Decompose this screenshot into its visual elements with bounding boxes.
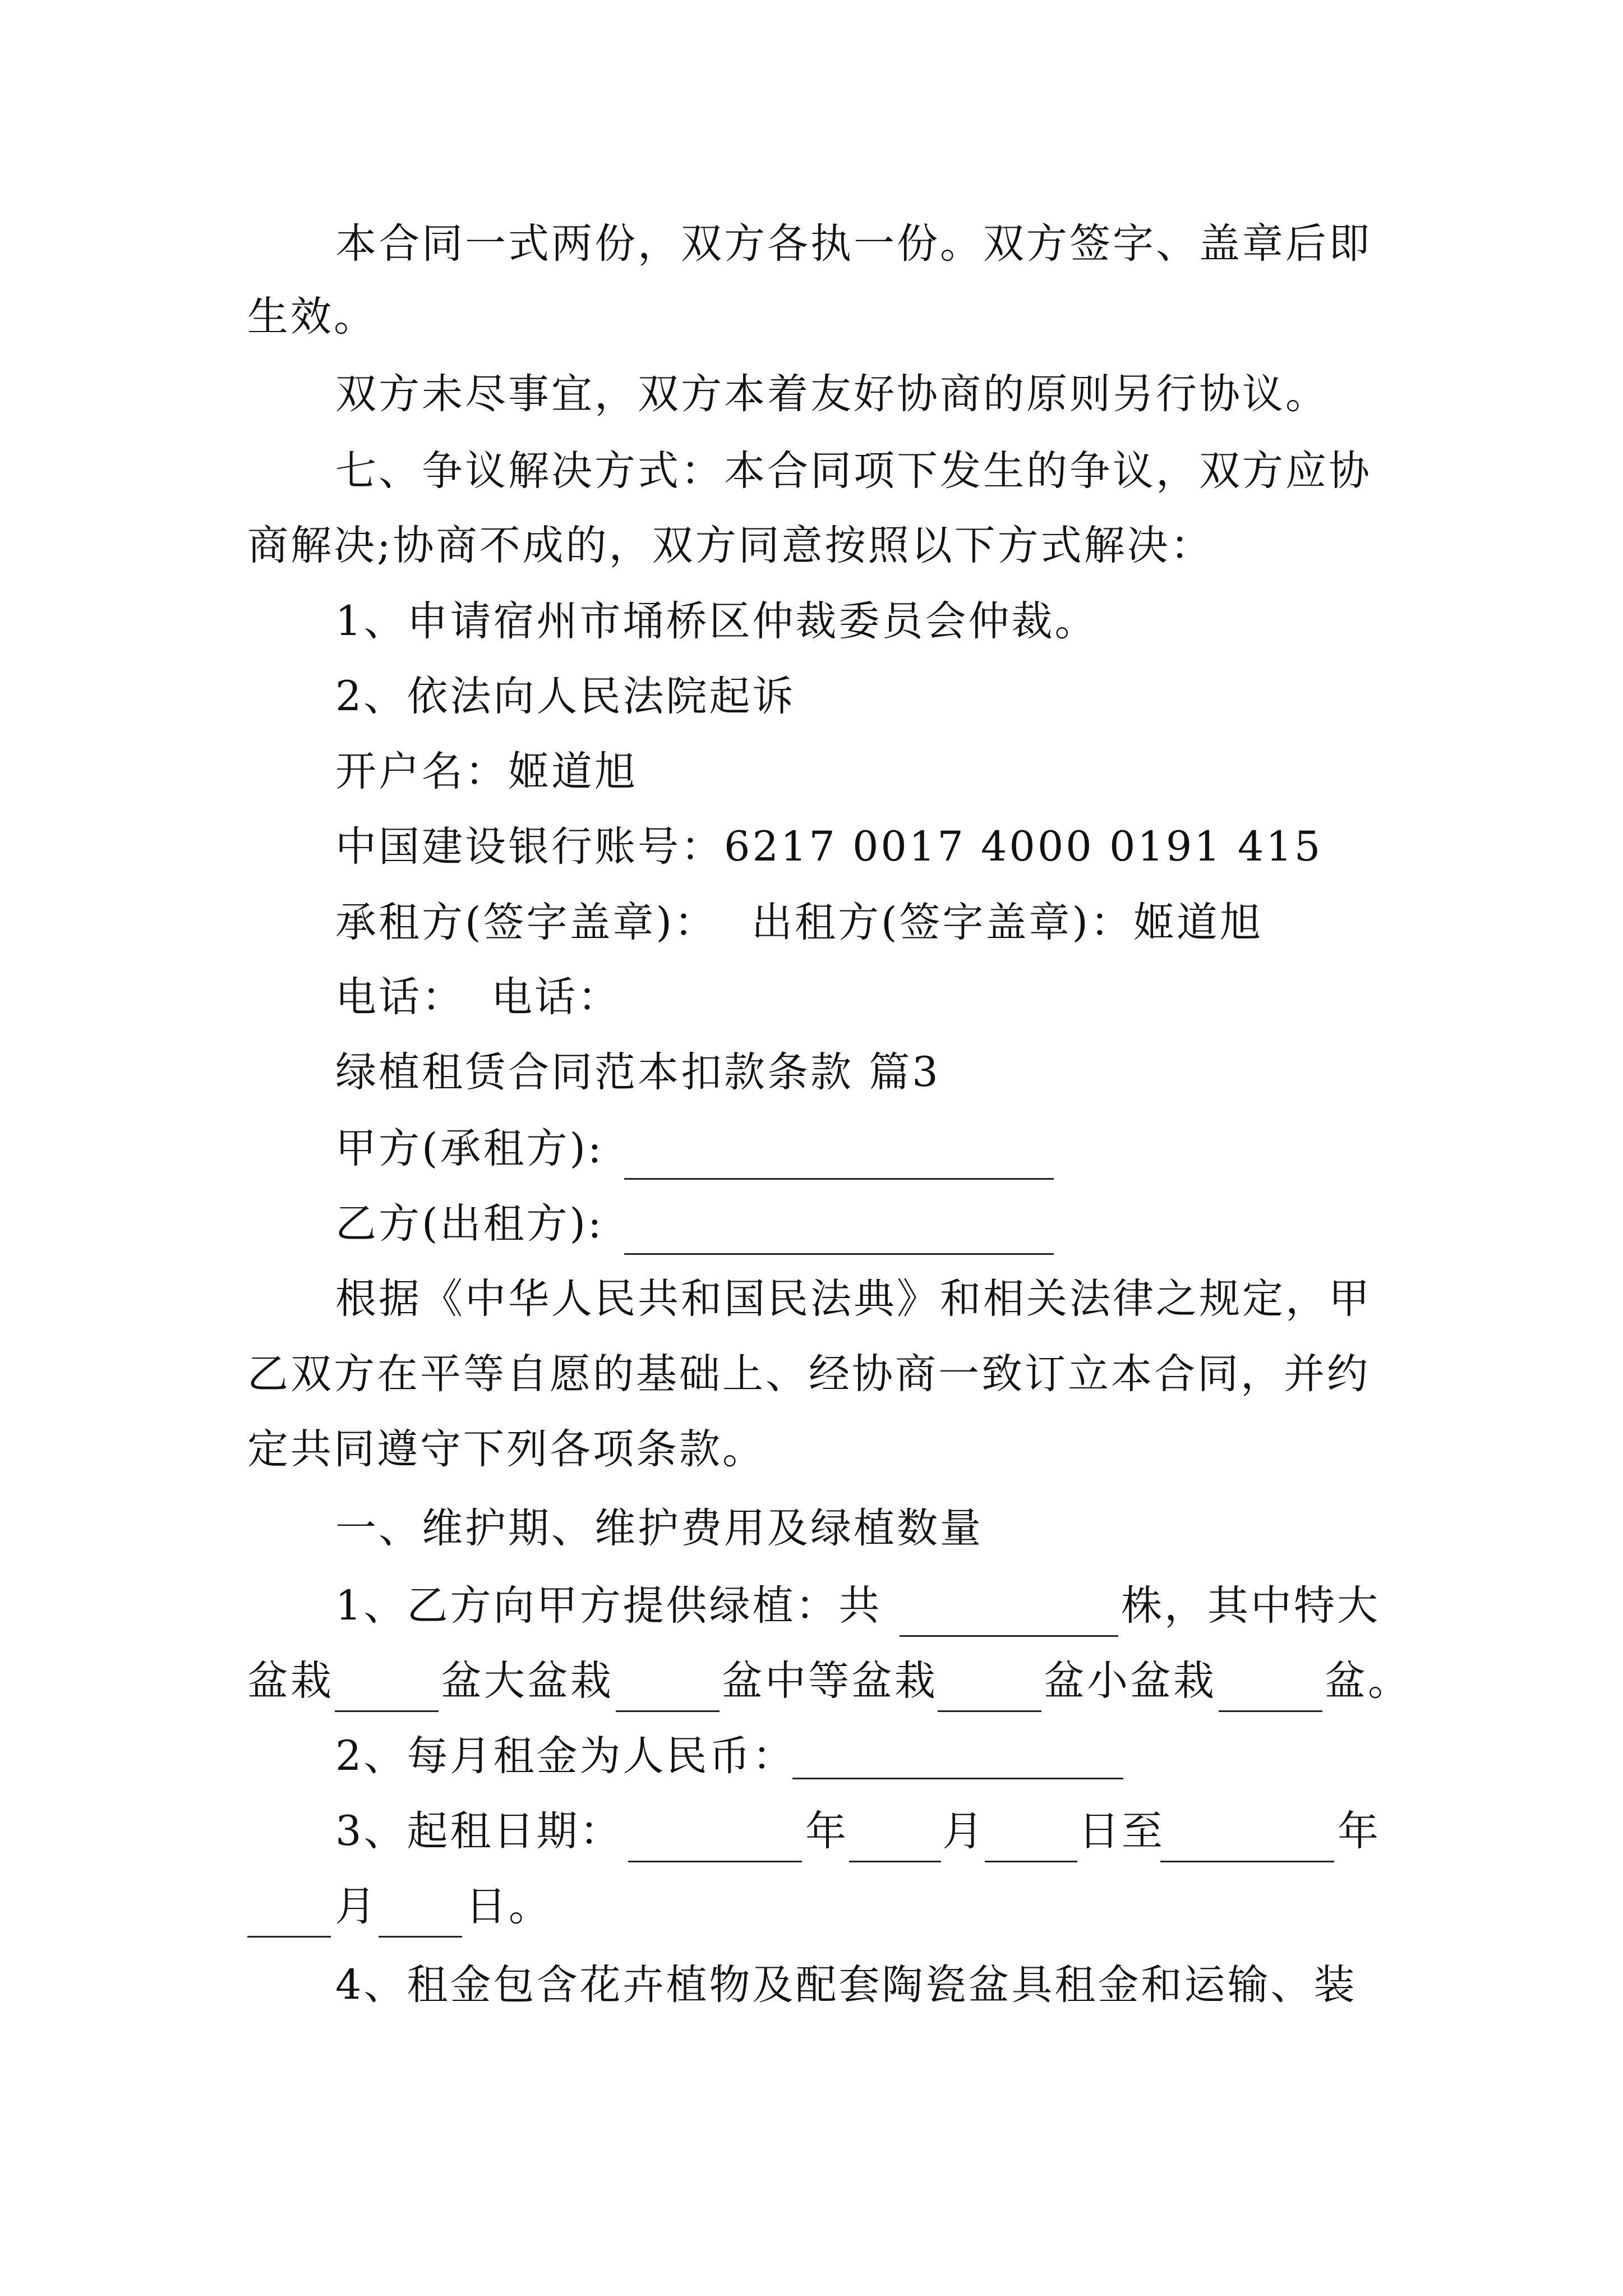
- clause-1-line1: 1、乙方向甲方提供绿植：共 株，其中特大: [0, 1575, 1623, 1637]
- medium-pot-blank: [938, 1650, 1041, 1712]
- dispute-option-1: 1、申请宿州市埇桥区仲裁委员会仲裁。: [335, 597, 1098, 645]
- basis-line3: 定共同遵守下列各项条款。: [247, 1425, 766, 1473]
- clause-4-line1: 4、租金包含花卉植物及配套陶瓷盆具租金和运输、装: [335, 1961, 1357, 2009]
- start-month-blank: [849, 1801, 941, 1862]
- small-pot-blank: [1219, 1650, 1322, 1712]
- paragraph-copies-line2: 生效。: [247, 293, 377, 341]
- end-year-blank: [1160, 1801, 1334, 1862]
- basis-line2: 乙双方在平等自愿的基础上、经协商一致订立本合同，并约: [247, 1350, 1370, 1398]
- start-year-blank: [628, 1801, 802, 1862]
- total-plants-blank: [900, 1575, 1118, 1637]
- party-b-line: 乙方(出租方):: [0, 1193, 1623, 1255]
- party-a-line: 甲方(承租方):: [0, 1118, 1623, 1180]
- end-month-blank: [247, 1876, 331, 1938]
- clause-3-line1: 3、起租日期： 年 月 日至 年: [0, 1801, 1623, 1862]
- xl-pot-blank: [335, 1650, 439, 1712]
- party-a-blank: [624, 1118, 1054, 1180]
- lessor-signature-label: 出租方(签字盖章)：姬道旭: [751, 899, 1263, 946]
- account-name: 开户名：姬道旭: [335, 748, 638, 795]
- tenant-signature-label: 承租方(签字盖章)：: [335, 899, 717, 946]
- monthly-rent-blank: [792, 1726, 1123, 1779]
- clause-2-line: 2、每月租金为人民币：: [0, 1726, 1623, 1787]
- dispute-option-2: 2、依法向人民法院起诉: [335, 673, 796, 720]
- end-day-blank: [379, 1876, 462, 1938]
- paragraph-copies-line1: 本合同一式两份，双方各执一份。双方签字、盖章后即: [335, 220, 1372, 268]
- phone-line: [0, 967, 1623, 1028]
- clause-3-line2: 月 日。: [0, 1876, 1623, 1938]
- bank-account: 中国建设银行账号：6217 0017 4000 0191 415: [335, 823, 1323, 871]
- phone-label-b: 电话：: [491, 973, 621, 1021]
- basis-line1: 根据《中华人民共和国民法典》和相关法律之规定，甲: [335, 1275, 1372, 1323]
- large-pot-blank: [616, 1650, 720, 1712]
- paragraph-dispute-line2: 商解决;协商不成的，双方同意按照以下方式解决：: [247, 522, 1214, 569]
- paragraph-unresolved: 双方未尽事宜，双方本着友好协商的原则另行协议。: [335, 370, 1329, 418]
- start-day-blank: [985, 1801, 1077, 1862]
- paragraph-dispute-line1: 七、争议解决方式：本合同项下发生的争议，双方应协: [335, 447, 1372, 495]
- clause-1-line2: 盆栽 盆大盆栽 盆中等盆栽 盆小盆栽 盆。: [0, 1650, 1623, 1712]
- section-title: 绿植租赁合同范本扣款条款 篇3: [335, 1048, 940, 1096]
- signature-line: [0, 892, 1623, 954]
- heading-maintenance: 一、维护期、维护费用及绿植数量: [335, 1504, 983, 1552]
- party-b-blank: [624, 1193, 1054, 1255]
- phone-label-a: 电话：: [335, 973, 465, 1021]
